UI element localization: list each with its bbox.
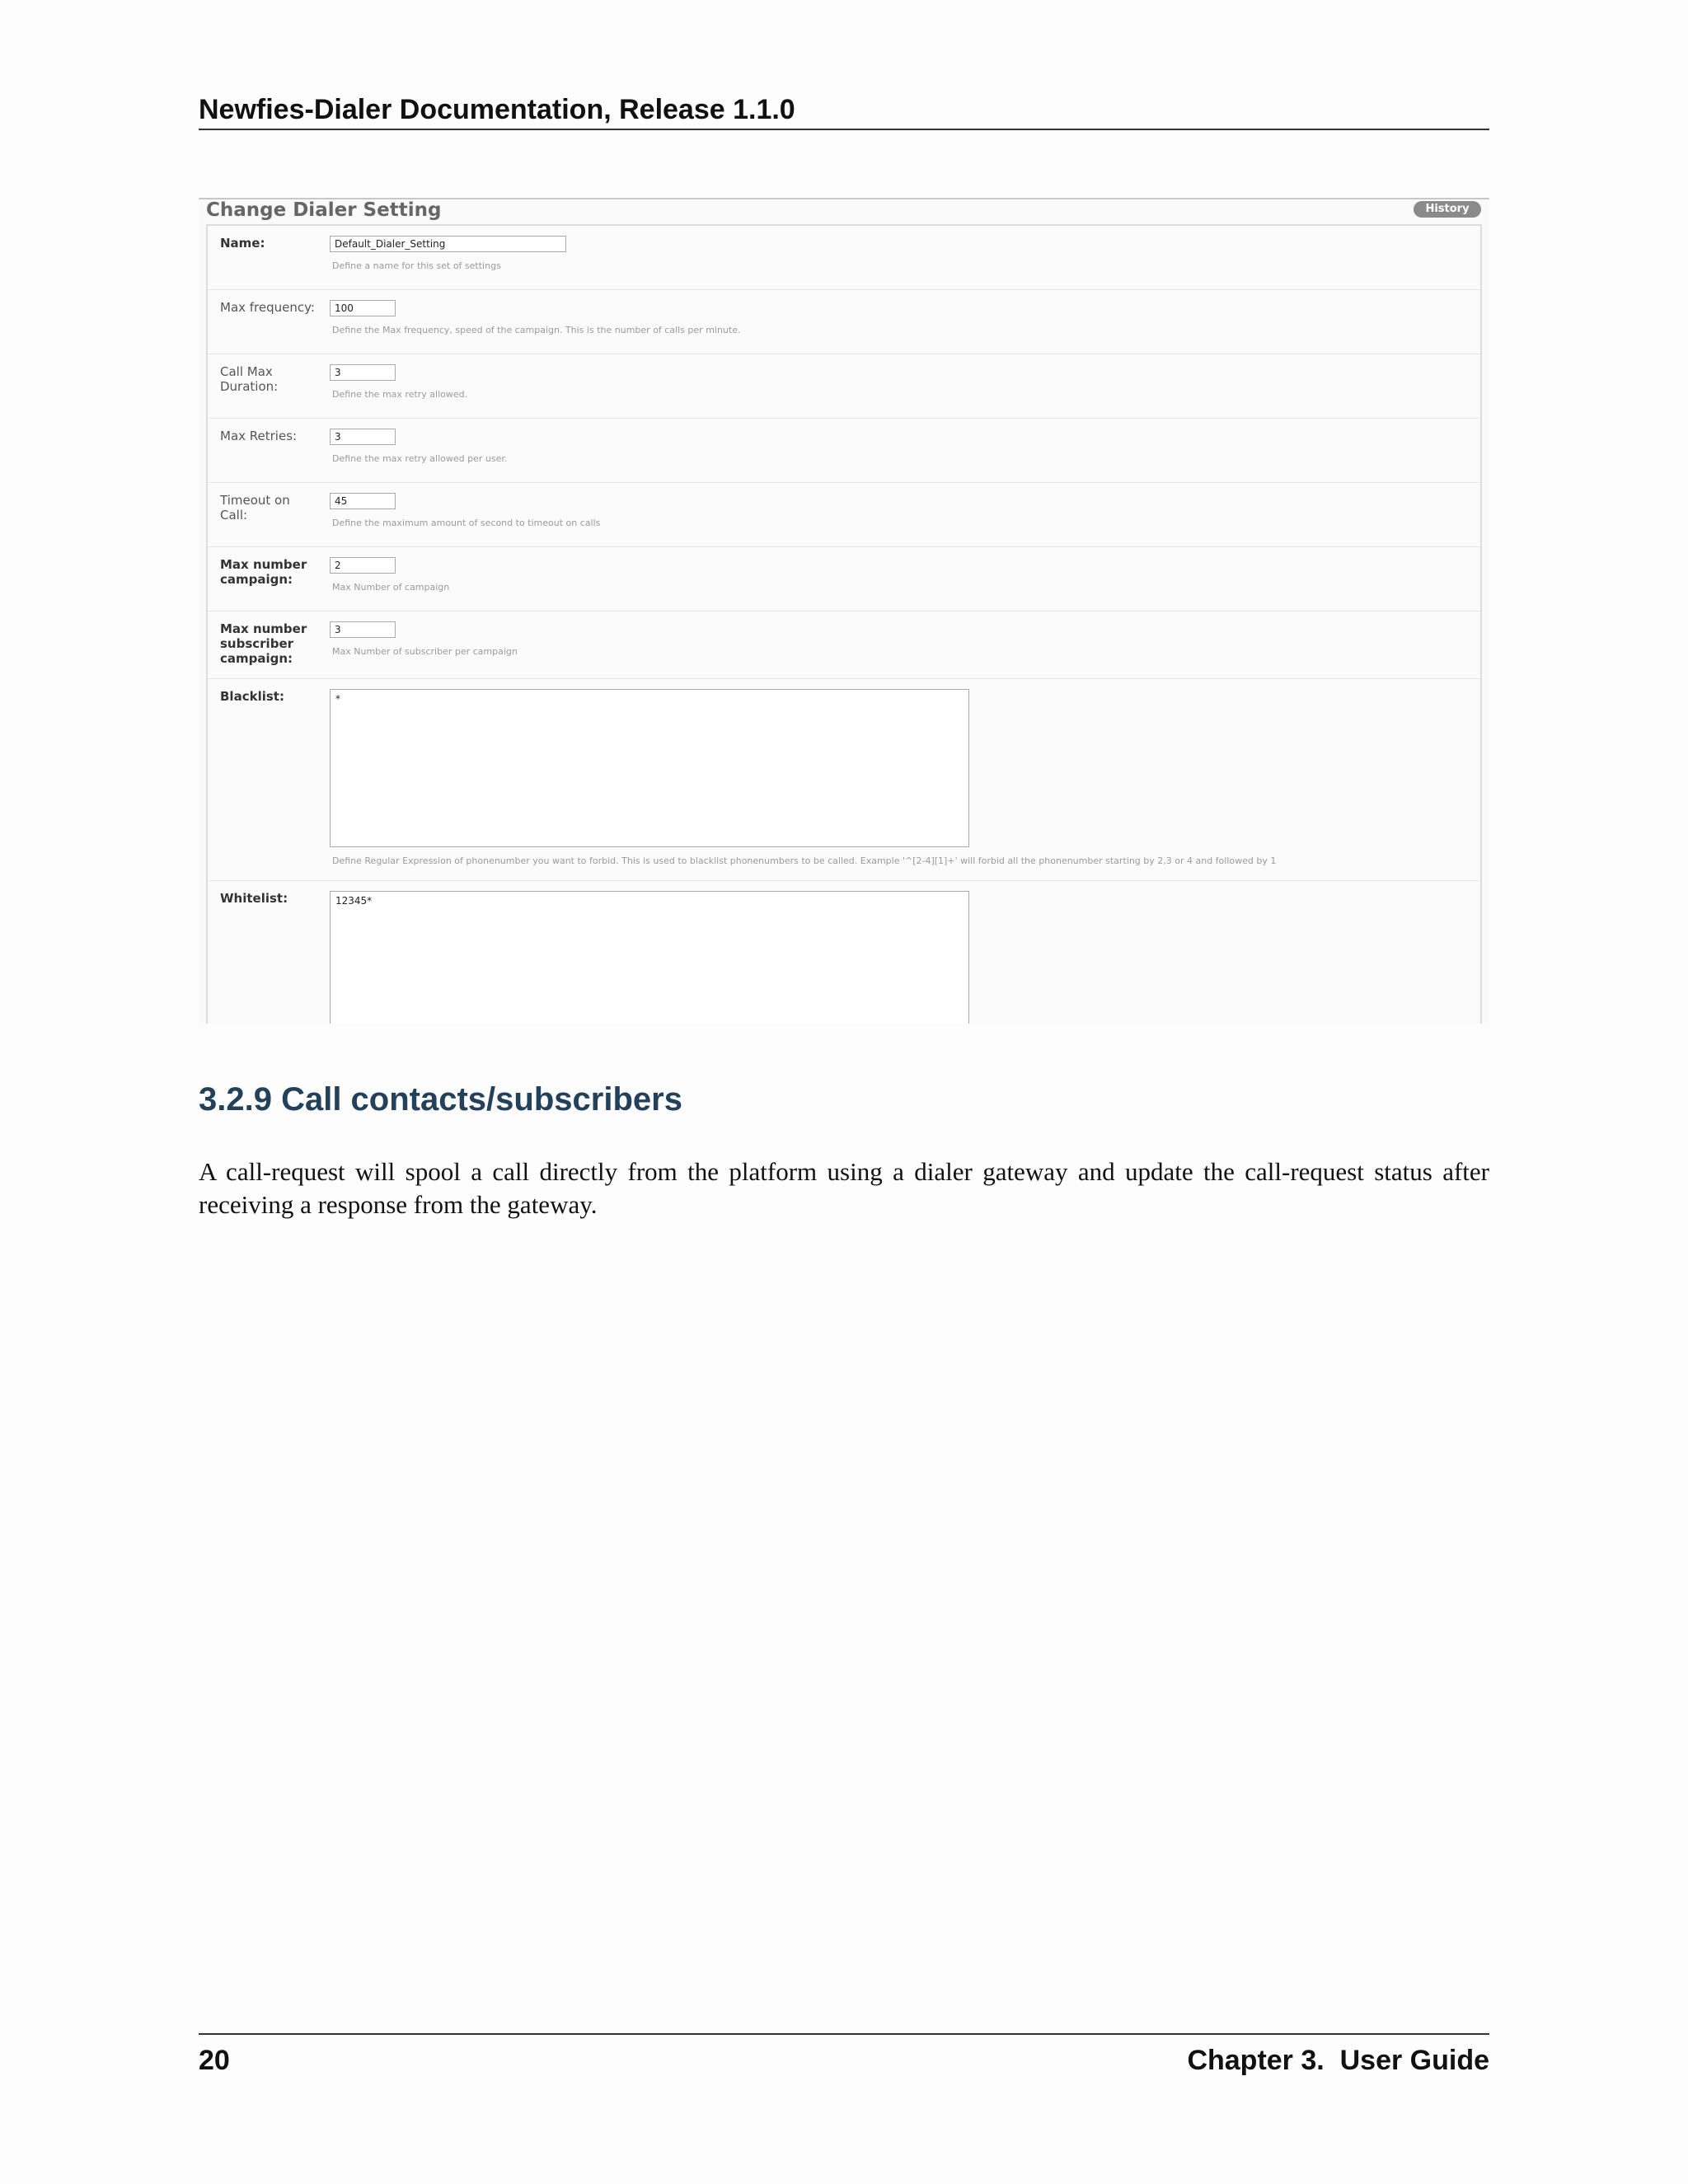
chapter-title: Chapter 3. User Guide <box>1187 2045 1489 2076</box>
max-number-subscriber-campaign-help: Max Number of subscriber per campaign <box>332 646 518 657</box>
name-label: Name: <box>220 236 265 251</box>
max-retries-help: Define the max retry allowed per user. <box>332 453 508 464</box>
timeout-on-call-input[interactable]: 45 <box>330 493 396 509</box>
max-number-campaign-input[interactable]: 2 <box>330 557 396 574</box>
timeout-on-call-label: Timeout on Call: <box>220 493 290 523</box>
name-input[interactable]: Default_Dialer_Setting <box>330 236 566 252</box>
max-number-subscriber-campaign-label: Max number subscriber campaign: <box>220 621 307 666</box>
form-title: Change Dialer Setting <box>206 199 442 221</box>
page-header <box>199 92 1489 130</box>
field-row-max-frequency <box>208 290 1480 354</box>
dialer-setting-form <box>206 224 1482 1024</box>
form-header <box>199 198 1489 224</box>
field-row-whitelist <box>208 881 1480 1024</box>
section-heading: 3.2.9 Call contacts/subscribers <box>199 1081 682 1118</box>
call-max-duration-input[interactable]: 3 <box>330 364 396 381</box>
field-row-blacklist <box>208 679 1480 881</box>
name-help: Define a name for this set of settings <box>332 260 501 271</box>
max-number-subscriber-campaign-input[interactable]: 3 <box>330 621 396 638</box>
max-retries-label: Max Retries: <box>220 429 298 443</box>
section-body: A call-request will spool a call directly from the platform using a dialer gateway and update the call-request status after receiving a response from the gateway. <box>199 1157 1489 1219</box>
history-button[interactable]: History <box>1414 201 1481 218</box>
whitelist-textarea[interactable]: 12345* <box>330 891 969 1024</box>
max-retries-input[interactable]: 3 <box>330 429 396 445</box>
dialer-setting-screenshot <box>199 198 1489 1024</box>
page-number: 20 <box>199 2045 230 2076</box>
field-row-name <box>208 226 1480 290</box>
whitelist-label: Whitelist: <box>220 891 288 906</box>
field-row-max-number-campaign <box>208 547 1480 612</box>
document-title: Newfies-Dialer Documentation, Release 1.1.0 <box>199 94 795 125</box>
max-number-campaign-label: Max number campaign: <box>220 557 307 587</box>
max-frequency-input[interactable]: 100 <box>330 300 396 316</box>
max-number-campaign-help: Max Number of campaign <box>332 582 450 593</box>
max-frequency-help: Define the Max frequency, speed of the campaign. This is the number of calls per minute. <box>332 325 741 335</box>
call-max-duration-help: Define the max retry allowed. <box>332 389 468 400</box>
field-row-max-number-subscriber-campaign <box>208 612 1480 679</box>
blacklist-help: Define Regular Expression of phonenumber you want to forbid. This is used to blacklist phonenumbers to be called. Example '^[2-4][1]+' will forbid all the phonenumber starting by 2,3 or 4 and followed by 1 <box>332 855 1277 866</box>
max-frequency-label: Max frequency: <box>220 300 315 315</box>
field-row-call-max-duration <box>208 354 1480 419</box>
timeout-on-call-help: Define the maximum amount of second to timeout on calls <box>332 518 601 528</box>
page-footer <box>199 2033 1489 2074</box>
call-max-duration-label: Call Max Duration: <box>220 364 279 394</box>
blacklist-label: Blacklist: <box>220 689 284 704</box>
field-row-max-retries <box>208 419 1480 483</box>
blacklist-textarea[interactable]: * <box>330 689 969 847</box>
field-row-timeout-on-call <box>208 483 1480 547</box>
